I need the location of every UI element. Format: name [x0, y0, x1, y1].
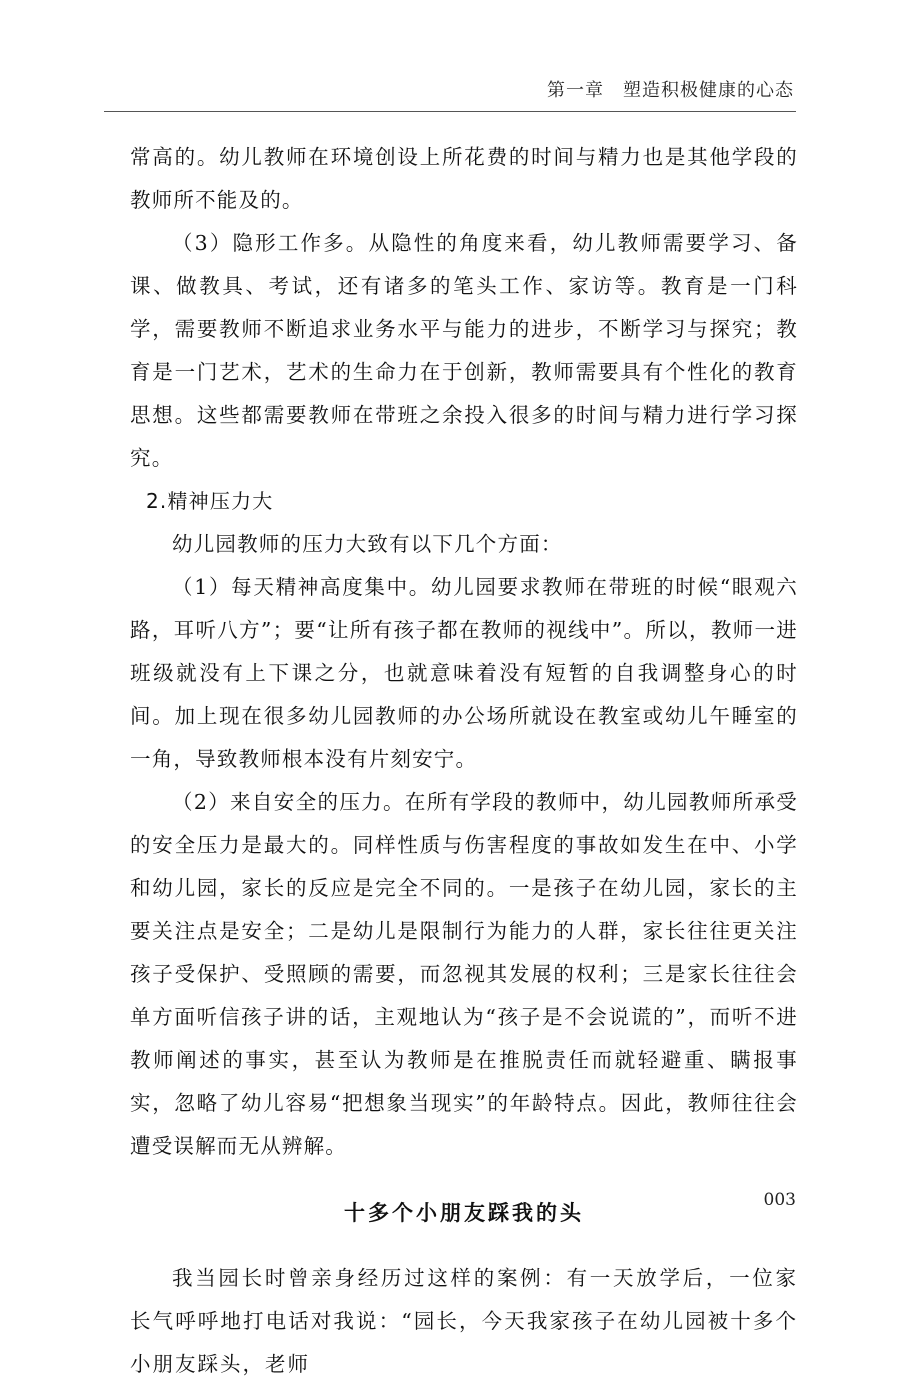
section-subheading: 2.精神压力大 [146, 489, 274, 513]
page-body [130, 136, 798, 1386]
page-number: 003 [763, 1190, 796, 1210]
paragraph-hidden-work: （3）隐形工作多。从隐性的角度来看，幼儿教师需要学习、备课、做教具、考试，还有诸多的笔头工作、家访等。教育是一门科学，需要教师不断追求业务水平与能力的进步，不断学习与探究；教育是一门艺术，艺术的生命力在于创新，教师需要具有个性化的教育思想。这些都需要教师在带班之余投入很多的时间与精力进行学习探究。 [130, 231, 798, 470]
paragraph-pressure-intro: 幼儿园教师的压力大致有以下几个方面： [172, 532, 563, 556]
paragraph-continuation: 常高的。幼儿教师在环境创设上所花费的时间与精力也是其他学段的教师所不能及的。 [130, 145, 798, 212]
paragraph-concentration: （1）每天精神高度集中。幼儿园要求教师在带班的时候“眼观六路，耳听八方”；要“让所有孩子都在教师的视线中”。所以，教师一进班级就没有上下课之分，也就意味着没有短暂的自我调整身心的时间。加上现在很多幼儿园教师的办公场所就设在教室或幼儿午睡室的一角，导致教师根本没有片刻安宁。 [130, 575, 798, 771]
case-title: 十多个小朋友踩我的头 [344, 1201, 584, 1225]
header-rule [104, 111, 796, 112]
running-header: 第一章 塑造积极健康的心态 [547, 80, 794, 101]
case-text: 我当园长时曾亲身经历过这样的案例：有一天放学后，一位家长气呼呼地打电话对我说：“园长，今天我家孩子在幼儿园被十多个小朋友踩头，老师 [130, 1266, 798, 1376]
paragraph-safety-pressure: （2）来自安全的压力。在所有学段的教师中，幼儿园教师所承受的安全压力是最大的。同样性质与伤害程度的事故如发生在中、小学和幼儿园，家长的反应是完全不同的。一是孩子在幼儿园，家长的主要关注点是安全；二是幼儿是限制行为能力的人群，家长往往更关注孩子受保护、受照顾的需要，而忽视其发展的权利；三是家长往往会单方面听信孩子讲的话，主观地认为“孩子是不会说谎的”，而听不进教师阐述的事实，甚至认为教师是在推脱责任而就轻避重、瞒报事实，忽略了幼儿容易“把想象当现实”的年龄特点。因此，教师往往会遭受误解而无从辨解。 [130, 790, 798, 1158]
